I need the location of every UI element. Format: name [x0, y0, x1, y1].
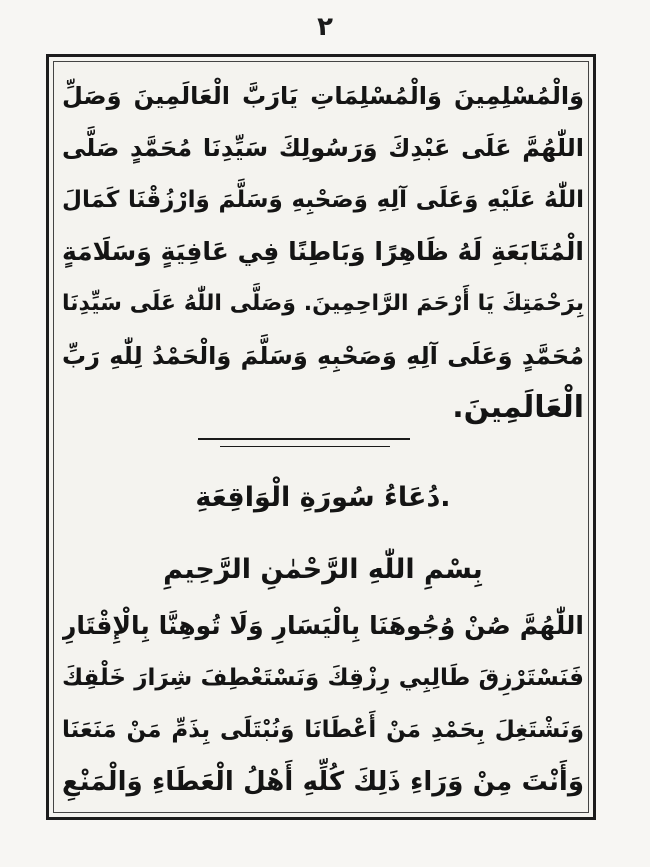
- text-line: فَنَسْتَرْزِقَ طَالِبِي رِزْقِكَ وَنَسْتَعْطِفَ شِرَارَ خَلْقِكَ: [62, 665, 584, 691]
- page-number: ٢: [317, 12, 333, 42]
- text-line: مُحَمَّدٍ وَعَلَى آلِهِ وَصَحْبِهِ وَسَلَّمَ وَالْحَمْدُ لِلّٰهِ رَبِّ: [62, 342, 584, 370]
- section-title: .دُعَاءُ سُورَةِ الْوَاقِعَةِ: [195, 482, 451, 513]
- text-line: الْمُتَابَعَةِ لَهُ ظَاهِرًا وَبَاطِنًا فِي عَافِيَةٍ وَسَلَامَةٍ: [62, 237, 584, 266]
- basmala: بِسْمِ اللّٰهِ الرَّحْمٰنِ الرَّحِيمِ: [163, 554, 483, 585]
- text-line: وَالْمُسْلِمِينَ وَالْمُسْلِمَاتِ يَارَبَّ الْعَالَمِينَ وَصَلِّ: [62, 82, 584, 110]
- text-line: بِرَحْمَتِكَ يَا أَرْحَمَ الرَّاحِمِينَ. وَصَلَّى اللّٰهُ عَلَى سَيِّدِنَا: [62, 291, 584, 316]
- text-line: وَأَنْتَ مِنْ وَرَاءِ ذَلِكَ كُلِّهِ أَهْلُ الْعَطَاءِ وَالْمَنْعِ: [62, 767, 584, 797]
- text-line: اللّٰهُمَّ عَلَى عَبْدِكَ وَرَسُولِكَ سَيِّدِنَا مُحَمَّدٍ صَلَّى: [62, 134, 584, 162]
- text-line: اللّٰهُمَّ صُنْ وُجُوهَنَا بِالْيَسَارِ وَلَا تُوهِنَّا بِالْإِقْتَارِ: [62, 611, 584, 640]
- text-line: اللّٰهُ عَلَيْهِ وَعَلَى آلِهِ وَصَحْبِهِ وَسَلَّمَ وَارْزُقْنَا كَمَالَ: [62, 187, 584, 213]
- text-line-last: الْعَالَمِينَ.: [452, 390, 584, 425]
- section-divider-thin: [220, 446, 390, 447]
- section-divider: [198, 438, 410, 440]
- text-line: وَنَشْتَغِلَ بِحَمْدِ مَنْ أَعْطَانَا وَنُبْتَلَى بِذَمِّ مَنْ مَنَعَنَا: [62, 717, 584, 743]
